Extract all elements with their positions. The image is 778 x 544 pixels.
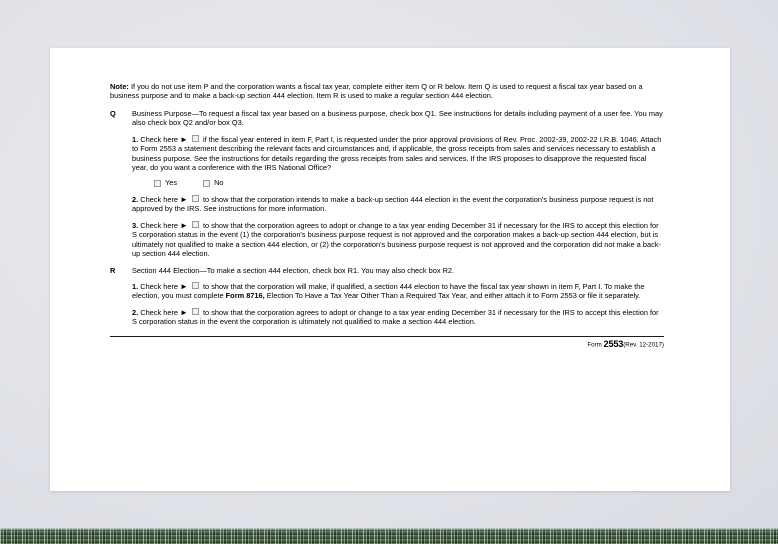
section-r-letter: R	[110, 266, 116, 276]
bottom-strip-fade	[0, 528, 778, 531]
item-q1-body: if the fiscal year entered in item F, Part I, is requested under the prior approval provisions of Rev. Proc. 2002-39, 2002-22 I.R.B. 1046. Attach to Form 2553 a statement describing the relevant facts and circumstances and, if applicable, the gross receipts from sales and services necessary to establish a business purpose. See the instructions for details regarding the gross receipts from sales and services. If the IRS proposes to disapprove the requested fiscal year, do you want a conference with the IRS National Office?	[132, 134, 662, 172]
arrow-right-icon: ►	[180, 135, 188, 145]
note-label: Note:	[110, 82, 129, 91]
item-q2-check-here-label: Check here	[140, 194, 179, 204]
section-q-heading: Business Purpose—To request a fiscal tax year based on a business purpose, check box Q1. See instructions for details including payment of a user fee. You may also check box Q2 and/or box Q3.	[132, 108, 663, 128]
footer-form-number: 2553	[603, 338, 624, 349]
item-r2	[132, 308, 664, 327]
no-label: No	[214, 178, 224, 188]
item-r1-form-8716-reference: Form 8716,	[225, 291, 265, 301]
item-r2-check-here-label: Check here	[140, 307, 179, 317]
item-q3-text	[132, 221, 664, 259]
note-paragraph	[110, 82, 664, 101]
page-content	[110, 82, 664, 349]
section-q-body	[132, 109, 664, 128]
item-r1-body-after: Election To Have a Tax Year Other Than a Required Tax Year, and either attach it to Form 2553 or file it separately.	[264, 291, 641, 301]
item-r1	[132, 282, 664, 301]
item-q2-number: 2.	[132, 194, 139, 204]
section-r-heading: Section 444 Election—To make a section 444 election, check box R1. You may also check box R2.	[132, 266, 455, 276]
note-text: If you do not use item P and the corporation wants a fiscal tax year, complete either item Q or R below. Item Q is used to request a fiscal tax year based on a business purpose and to make a back-up section 444 election. Item R is used to make a regular section 444 election.	[110, 82, 643, 101]
checkbox-no[interactable]	[203, 180, 210, 187]
bottom-noise-strip	[0, 528, 778, 544]
arrow-right-icon: ►	[180, 308, 188, 318]
item-q2-body: to show that the corporation intends to make a back-up section 444 election in the event the corporation's business purpose request is not approved by the IRS. See instructions for more information.	[132, 194, 654, 214]
document-page	[50, 48, 730, 491]
footer-form-word: Form	[587, 341, 602, 349]
item-q2-text	[132, 195, 664, 214]
checkbox-q2[interactable]	[192, 195, 199, 202]
item-q1-number: 1.	[132, 134, 139, 144]
checkbox-q1[interactable]	[192, 135, 199, 142]
item-q1-yesno-group	[154, 178, 664, 187]
item-q1-text	[132, 135, 664, 173]
checkbox-r1[interactable]	[192, 282, 199, 289]
checkbox-yes[interactable]	[154, 180, 161, 187]
section-q-letter: Q	[110, 108, 116, 118]
footer-divider	[110, 336, 664, 337]
item-q3-body: to show that the corporation agrees to adopt or change to a tax year ending December 31 if necessary for the IRS to accept this election for S corporation status in the event (1) the corporation's business purpose request is not approved and the corporation makes a back-up section 444 election, but is ultimately not qualified to make a section 444 election, or (2) the corporation's business purpose request is not approved and the corporation did not make a back-up section 444 election.	[132, 220, 661, 258]
footer-form-revision: (Rev. 12-2017)	[623, 341, 664, 349]
item-q3-number: 3.	[132, 220, 139, 230]
item-r2-text	[132, 308, 664, 327]
item-r1-check-here-label: Check here	[140, 281, 179, 291]
item-q3	[132, 221, 664, 259]
section-r	[110, 266, 664, 275]
item-q1	[132, 135, 664, 188]
item-r2-number: 2.	[132, 307, 139, 317]
item-q2	[132, 195, 664, 214]
item-q1-check-here-label: Check here	[140, 134, 179, 144]
form-footer	[110, 340, 664, 350]
arrow-right-icon: ►	[180, 195, 188, 205]
yes-option[interactable]	[154, 178, 177, 187]
arrow-right-icon: ►	[180, 282, 188, 292]
arrow-right-icon: ►	[180, 221, 188, 231]
item-r1-number: 1.	[132, 281, 139, 291]
checkbox-r2[interactable]	[192, 308, 199, 315]
no-option[interactable]	[203, 178, 223, 187]
checkbox-q3[interactable]	[192, 221, 199, 228]
item-r1-body-before: to show that the corporation will make, if qualified, a section 444 election to have the fiscal tax year shown in item F, Part I. To make the election, you must complete	[132, 281, 645, 301]
note-block	[110, 82, 664, 101]
section-r-body	[132, 266, 664, 275]
section-q	[110, 109, 664, 128]
item-r1-text	[132, 282, 664, 301]
item-q3-check-here-label: Check here	[140, 220, 179, 230]
item-r2-body: to show that the corporation agrees to adopt or change to a tax year ending December 31 if necessary for the IRS to accept this election for S corporation status in the event the corporation is ultimately not qualified to make a section 444 election.	[132, 307, 659, 327]
yes-label: Yes	[165, 178, 178, 188]
